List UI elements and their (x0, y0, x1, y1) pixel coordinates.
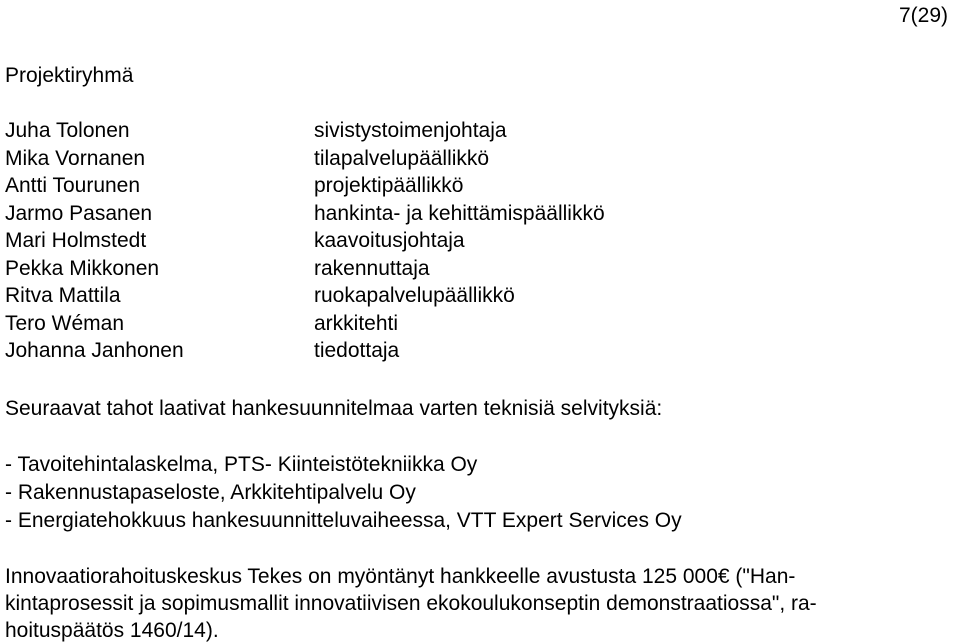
member-name: Johanna Janhonen (5, 339, 184, 362)
section-heading: Projektiryhmä (5, 64, 134, 87)
team-member-row (5, 145, 705, 173)
member-role: rakennuttaja (314, 256, 430, 280)
team-member-row (5, 227, 705, 255)
team-member-row (5, 200, 705, 228)
member-role: sivistystoimenjohtaja (314, 119, 507, 142)
member-name: Tero Wéman (5, 311, 125, 335)
list-item: - Tavoitehintalaskelma, PTS- Kiinteistötekniikka Oy (5, 453, 478, 476)
member-role: projektipäällikkö (314, 174, 464, 197)
member-name: Pekka Mikkonen (5, 256, 160, 280)
member-role: kaavoitusjohtaja (314, 229, 465, 252)
paragraph-line: kintaprosessit ja sopimusmallit innovatiivisen ekokoulukonseptin demonstraatiossa", ra- (5, 592, 817, 615)
project-team-list (5, 117, 705, 365)
team-member-row (5, 117, 705, 145)
member-role: tiedottaja (314, 339, 400, 362)
studies-intro-paragraph: Seuraavat tahot laativat hankesuunnitelmaa varten teknisiä selvityksiä: (5, 397, 663, 420)
member-name: Juha Tolonen (5, 119, 130, 142)
team-member-row (5, 255, 705, 283)
member-role: tilapalvelupäällikkö (314, 146, 490, 170)
member-name: Mari Holmstedt (5, 229, 147, 252)
funding-paragraph (5, 563, 955, 644)
list-item: - Rakennustapaseloste, Arkkitehtipalvelu Oy (5, 481, 416, 504)
member-name: Ritva Mattila (5, 284, 121, 307)
member-role: ruokapalvelupäällikkö (314, 284, 515, 307)
member-name: Mika Vornanen (5, 146, 146, 170)
technical-studies-list (5, 451, 682, 535)
member-role: arkkitehti (314, 311, 399, 335)
list-item: - Energiatehokkuus hankesuunnitteluvaiheessa, VTT Expert Services Oy (5, 509, 682, 532)
member-name: Antti Tourunen (5, 174, 141, 197)
member-role: hankinta- ja kehittämispäällikkö (314, 201, 605, 225)
team-member-row (5, 172, 705, 200)
team-member-row (5, 282, 705, 310)
page-number: 7(29) (898, 4, 948, 27)
member-name: Jarmo Pasanen (5, 201, 153, 225)
paragraph-line: Innovaatiorahoituskeskus Tekes on myöntänyt hankkeelle avustusta 125 000€ ("Han- (5, 565, 796, 588)
team-member-row (5, 337, 705, 365)
paragraph-line: hoituspäätös 1460/14). (5, 619, 219, 642)
team-member-row (5, 310, 705, 338)
